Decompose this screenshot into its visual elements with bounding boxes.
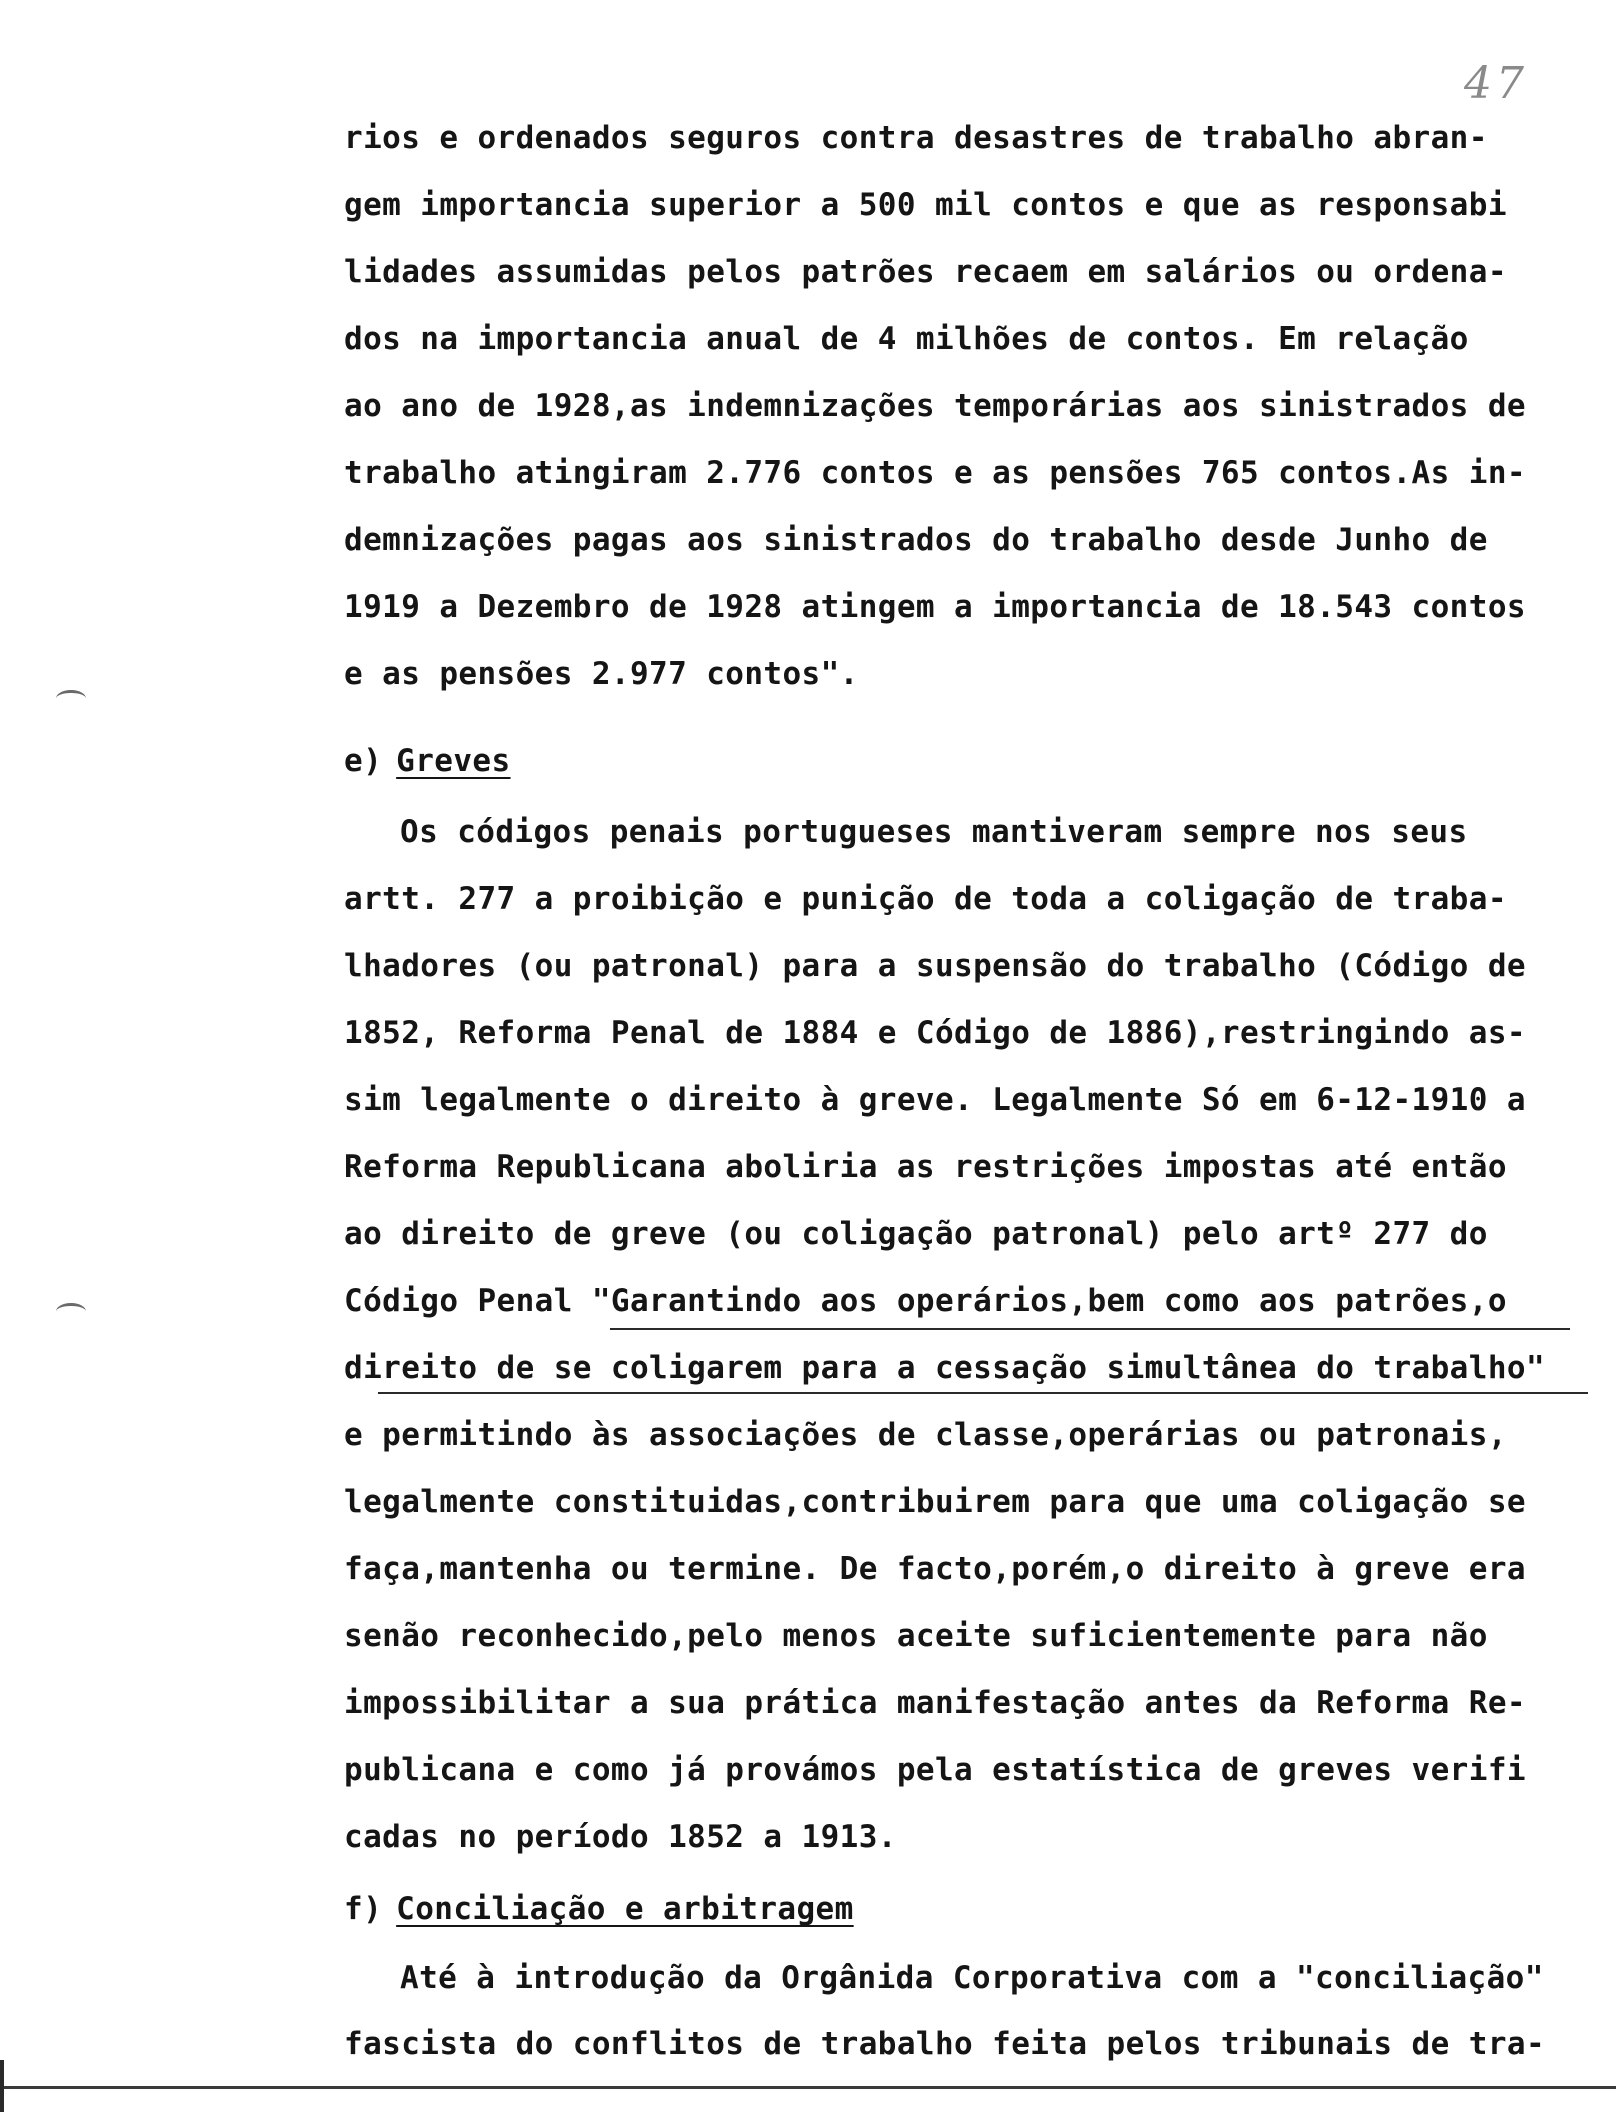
- text-line: trabalho atingiram 2.776 contos e as pensões 765 contos.As in-: [344, 455, 1526, 491]
- text-line: cadas no período 1852 a 1913.: [344, 1819, 897, 1855]
- text-line: e as pensões 2.977 contos".: [344, 656, 859, 692]
- margin-mark: [56, 690, 86, 707]
- page-number: 47: [1464, 58, 1528, 109]
- section-title: Greves: [396, 743, 511, 779]
- text-line: senão reconhecido,pelo menos aceite suficientemente para não: [344, 1618, 1488, 1654]
- text-line: ao direito de greve (ou coligação patronal) pelo artº 277 do: [344, 1216, 1488, 1252]
- section-title: Conciliação e arbitragem: [396, 1891, 854, 1927]
- text-line: rios e ordenados seguros contra desastres de trabalho abran-: [344, 120, 1488, 156]
- section-marker: e): [344, 743, 383, 779]
- section-marker: f): [344, 1891, 383, 1927]
- margin-mark: [56, 1303, 86, 1320]
- text-line: sim legalmente o direito à greve. Legalmente Só em 6-12-1910 a: [344, 1082, 1526, 1118]
- text-line: fascista do conflitos de trabalho feita pelos tribunais de tra-: [344, 2026, 1546, 2062]
- section-heading-greves: [344, 741, 511, 781]
- text-line: Os códigos penais portugueses mantiveram sempre nos seus: [400, 814, 1468, 850]
- text-line: e permitindo às associações de classe,operárias ou patronais,: [344, 1417, 1507, 1453]
- quote-underline: [610, 1328, 1570, 1330]
- bottom-rule: [0, 2086, 1616, 2089]
- text-line: 1919 a Dezembro de 1928 atingem a importancia de 18.543 contos: [344, 589, 1526, 625]
- text-line: lhadores (ou patronal) para a suspensão do trabalho (Código de: [344, 948, 1526, 984]
- text-line: Código Penal "Garantindo aos operários,bem como aos patrões,o: [344, 1283, 1507, 1319]
- text-line: Reforma Republicana aboliria as restrições impostas até então: [344, 1149, 1507, 1185]
- section-heading-conciliacao: [344, 1889, 854, 1929]
- text-line: impossibilitar a sua prática manifestação antes da Reforma Re-: [344, 1685, 1526, 1721]
- text-line: faça,mantenha ou termine. De facto,porém,o direito à greve era: [344, 1551, 1526, 1587]
- text-line: 1852, Reforma Penal de 1884 e Código de 1886),restringindo as-: [344, 1015, 1526, 1051]
- text-line: artt. 277 a proibição e punição de toda a coligação de traba-: [344, 881, 1507, 917]
- text-line: lidades assumidas pelos patrões recaem em salários ou ordena-: [344, 254, 1507, 290]
- text-line: ao ano de 1928,as indemnizações temporárias aos sinistrados de: [344, 388, 1526, 424]
- text-line: Até à introdução da Orgânida Corporativa com a "conciliação": [400, 1960, 1544, 1996]
- quote-underline: [378, 1392, 1588, 1394]
- text-line: dos na importancia anual de 4 milhões de contos. Em relação: [344, 321, 1469, 357]
- text-line: legalmente constituidas,contribuirem para que uma coligação se: [344, 1484, 1526, 1520]
- text-line: gem importancia superior a 500 mil contos e que as responsabi: [344, 187, 1507, 223]
- left-edge-mark: [0, 2060, 4, 2112]
- text-line: demnizações pagas aos sinistrados do trabalho desde Junho de: [344, 522, 1488, 558]
- text-line: direito de se coligarem para a cessação simultânea do trabalho": [344, 1350, 1546, 1386]
- text-line: publicana e como já provámos pela estatística de greves verifi: [344, 1752, 1526, 1788]
